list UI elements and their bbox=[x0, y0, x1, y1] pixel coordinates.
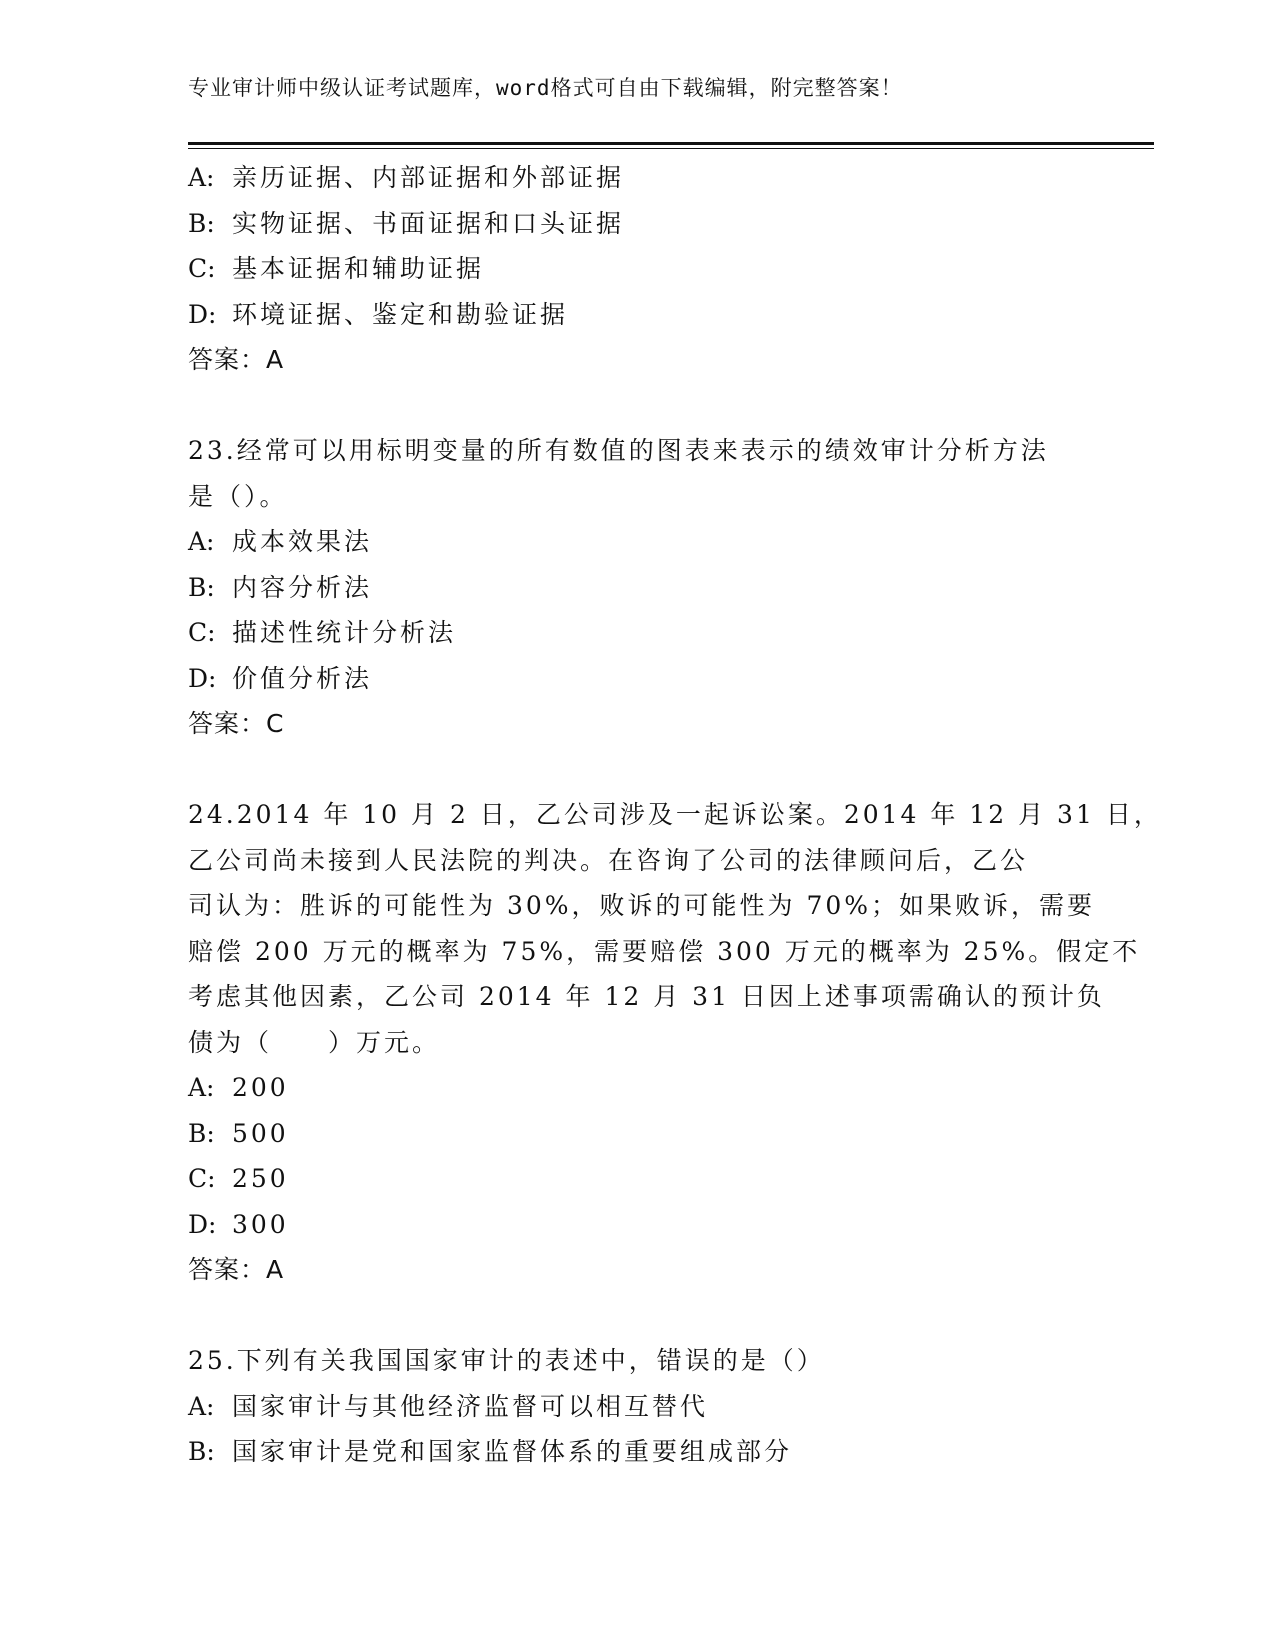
option-key: B: bbox=[188, 1437, 215, 1466]
spacer bbox=[188, 383, 1088, 429]
option-a bbox=[188, 519, 1088, 565]
question-text-line: 债为（ ）万元。 bbox=[188, 1027, 441, 1057]
question-content bbox=[188, 155, 1162, 1475]
option-text: 200 bbox=[232, 1073, 289, 1102]
question-22 bbox=[188, 155, 1088, 383]
question-text-line: 24.2014 年 10 月 2 日，乙公司涉及一起诉讼案。2014 年 12 月 31 日， bbox=[188, 800, 1162, 829]
question-25 bbox=[188, 1338, 1088, 1475]
answer-line: 答案：A bbox=[188, 345, 285, 374]
option-b bbox=[188, 1429, 1088, 1475]
option-key: D: bbox=[188, 1209, 217, 1239]
option-text: 环境证据、鉴定和勘验证据 bbox=[232, 299, 569, 329]
option-text: 300 bbox=[232, 1209, 289, 1239]
option-text: 国家审计与其他经济监督可以相互替代 bbox=[232, 1391, 709, 1421]
spacer bbox=[188, 747, 1088, 793]
option-text: 描述性统计分析法 bbox=[232, 618, 457, 647]
option-c bbox=[188, 610, 1088, 656]
header-rule-thin bbox=[188, 148, 1154, 149]
option-key: B: bbox=[188, 572, 215, 602]
option-key: D: bbox=[188, 663, 217, 693]
option-text: 亲历证据、内部证据和外部证据 bbox=[232, 163, 625, 192]
option-a bbox=[188, 1384, 1088, 1430]
option-key: A: bbox=[188, 163, 215, 192]
question-24 bbox=[188, 792, 1162, 1293]
option-text: 实物证据、书面证据和口头证据 bbox=[232, 208, 625, 238]
option-key: B: bbox=[188, 208, 215, 238]
question-text-line: 是（）。 bbox=[188, 481, 288, 511]
question-text-line: 考虑其他因素，乙公司 2014 年 12 月 31 日因上述事项需确认的预计负 bbox=[188, 982, 1105, 1011]
option-key: A: bbox=[188, 1391, 215, 1421]
answer-line: 答案：C bbox=[188, 709, 285, 738]
option-d bbox=[188, 656, 1088, 702]
option-a bbox=[188, 155, 1088, 201]
option-b bbox=[188, 1111, 1088, 1157]
option-a bbox=[188, 1065, 1088, 1111]
option-c bbox=[188, 246, 1088, 292]
page-header: 专业审计师中级认证考试题库，word格式可自由下载编辑，附完整答案！ bbox=[188, 76, 903, 100]
spacer bbox=[188, 1293, 1088, 1339]
option-key: A: bbox=[188, 527, 215, 556]
option-d bbox=[188, 1202, 1088, 1248]
option-text: 250 bbox=[232, 1164, 289, 1193]
option-b bbox=[188, 201, 1088, 247]
option-text: 500 bbox=[232, 1118, 289, 1148]
option-c bbox=[188, 1156, 1088, 1202]
option-key: A: bbox=[188, 1073, 215, 1102]
question-23 bbox=[188, 428, 1088, 747]
option-d bbox=[188, 292, 1088, 338]
question-text-line: 赔偿 200 万元的概率为 75%，需要赔偿 300 万元的概率为 25%。假定不 bbox=[188, 936, 1141, 966]
question-text-line: 25.下列有关我国国家审计的表述中，错误的是（） bbox=[188, 1346, 825, 1375]
question-text-line: 23.经常可以用标明变量的所有数值的图表来表示的绩效审计分析方法 bbox=[188, 436, 1049, 465]
option-key: D: bbox=[188, 299, 217, 329]
option-key: B: bbox=[188, 1118, 215, 1148]
option-b bbox=[188, 565, 1088, 611]
option-key: C: bbox=[188, 618, 216, 647]
answer-line: 答案：A bbox=[188, 1255, 285, 1284]
question-text-line: 乙公司尚未接到人民法院的判决。在咨询了公司的法律顾问后，乙公 bbox=[188, 845, 1029, 875]
option-text: 基本证据和辅助证据 bbox=[232, 254, 485, 283]
option-key: C: bbox=[188, 254, 216, 283]
option-key: C: bbox=[188, 1164, 216, 1193]
option-text: 成本效果法 bbox=[232, 527, 373, 556]
option-text: 国家审计是党和国家监督体系的重要组成部分 bbox=[232, 1437, 793, 1466]
option-text: 内容分析法 bbox=[232, 572, 373, 602]
question-text-line: 司认为：胜诉的可能性为 30%，败诉的可能性为 70%；如果败诉，需要 bbox=[188, 891, 1096, 920]
option-text: 价值分析法 bbox=[232, 663, 373, 693]
header-rule-thick bbox=[188, 142, 1154, 145]
